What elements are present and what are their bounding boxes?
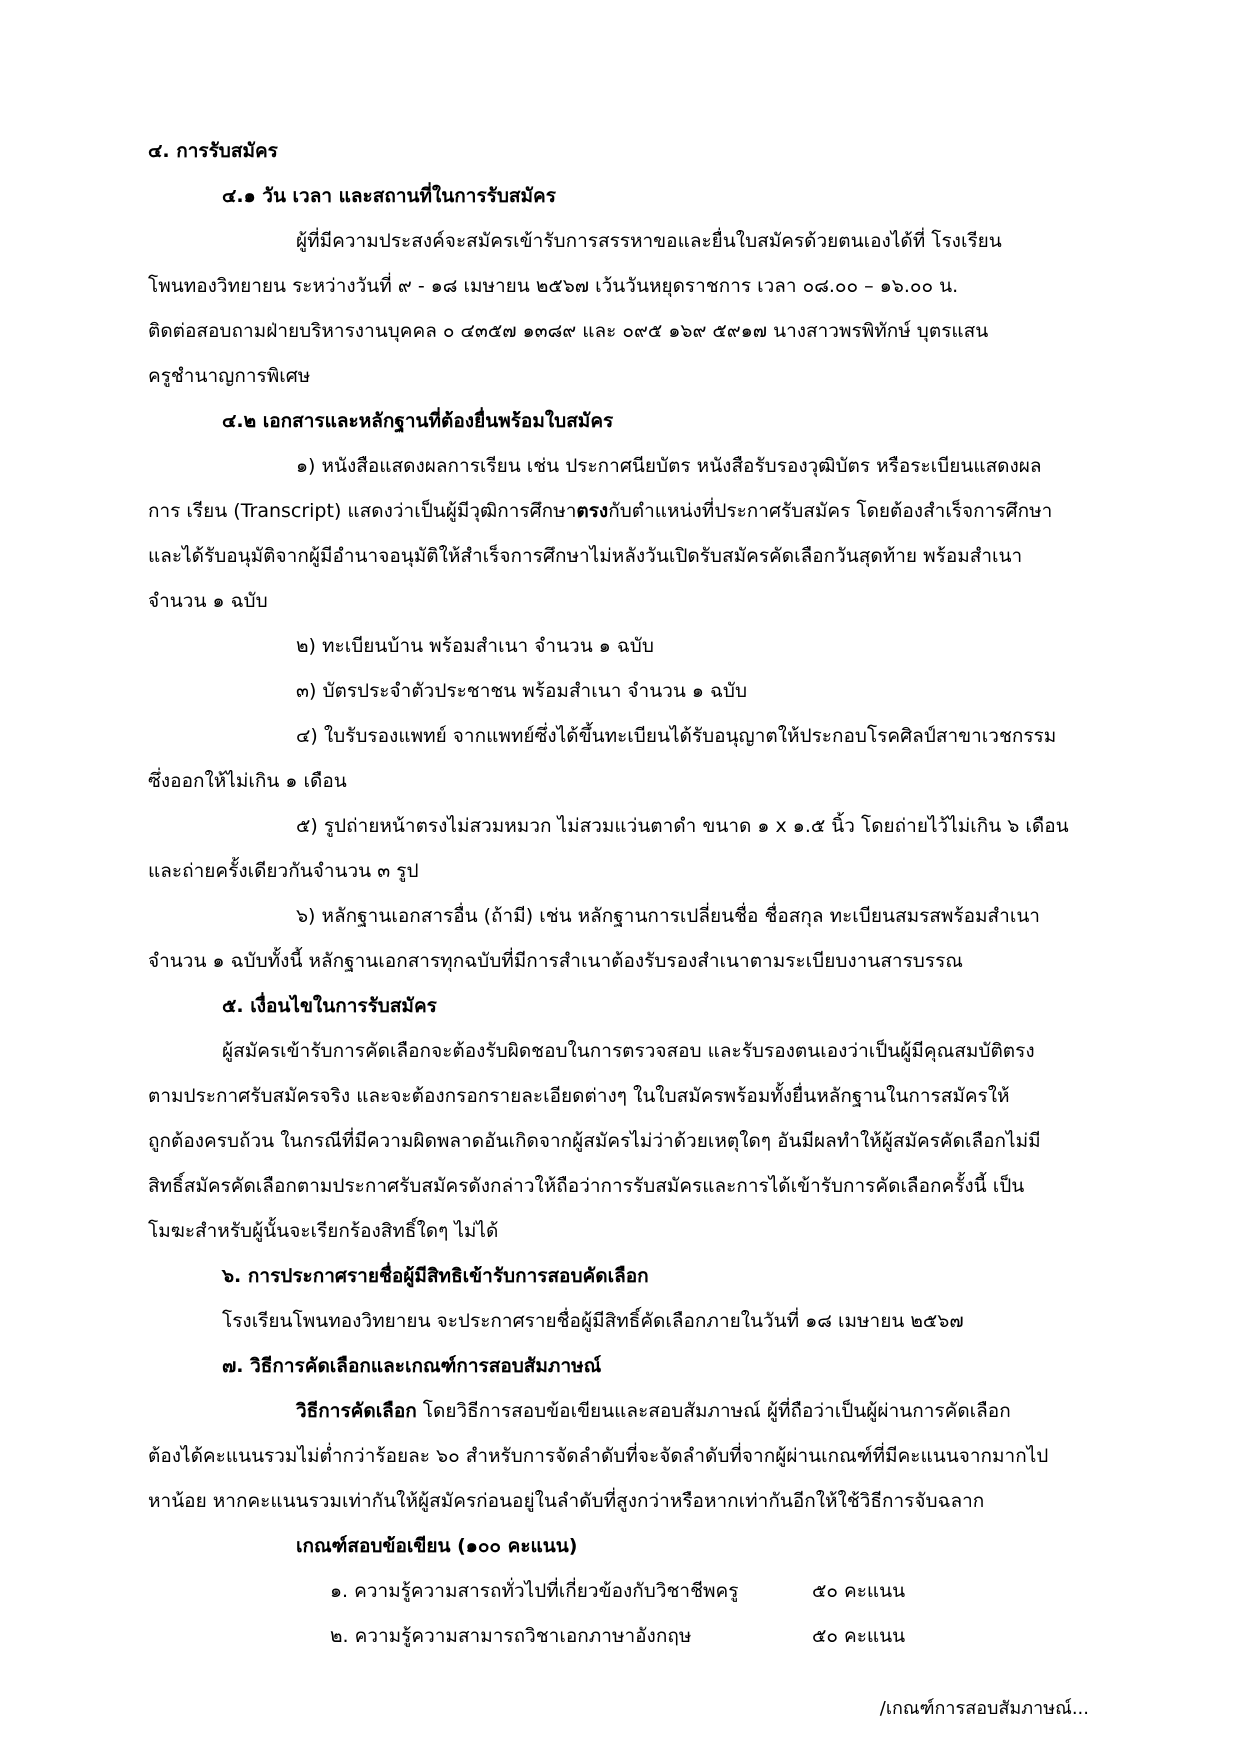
paragraph-line: โพนทองวิทยายน ระหว่างวันที่ ๙ - ๑๘ เมษายน ๒๕๖๗ เว้นวันหยุดราชการ เวลา ๐๘.๐๐ – ๑๖.๐๐ น. — [148, 275, 959, 297]
paragraph-line: ผู้ที่มีความประสงค์จะสมัครเข้ารับการสรรหาขอและยื่นใบสมัครด้วยตนเองได้ที่ โรงเรียน — [296, 230, 1002, 252]
section-7-heading: ๗. วิธีการคัดเลือกและเกณฑ์การสอบสัมภาษณ์ — [222, 1355, 602, 1377]
paragraph-line: ติดต่อสอบถามฝ่ายบริหารงานบุคคล ๐ ๔๓๕๗ ๑๓๘๙ และ ๐๙๕ ๑๖๙ ๕๙๑๗ นางสาวพรพิทักษ์ บุตรแสน — [148, 320, 989, 342]
emphasis-text: ตรง — [576, 500, 609, 522]
paragraph-line: จำนวน ๑ ฉบับทั้งนี้ หลักฐานเอกสารทุกฉบับที่มีการสำเนาต้องรับรองสำเนาตามระเบียบงานสารบรรณ — [148, 950, 963, 972]
criteria-score: ๕๐ คะแนน — [812, 1580, 906, 1602]
method-label: วิธีการคัดเลือก — [296, 1400, 417, 1422]
paragraph-line: โมฆะสำหรับผู้นั้นจะเรียกร้องสิทธิ์ใดๆ ไม่ได้ — [148, 1220, 499, 1242]
paragraph-line: ซึ่งออกให้ไม่เกิน ๑ เดือน — [148, 770, 347, 792]
paragraph-line: สิทธิ์สมัครคัดเลือกตามประกาศรับสมัครดังกล่าวให้ถือว่าการรับสมัครและการได้เข้ารับการคัดเลือกครั้งนี้ เป็น — [148, 1175, 1025, 1197]
criteria-item: ๒. ความรู้ความสามารถวิชาเอกภาษาอังกฤษ — [330, 1625, 692, 1647]
section-4-2-heading: ๔.๒ เอกสารและหลักฐานที่ต้องยื่นพร้อมใบสมัคร — [222, 410, 614, 432]
paragraph-line: จำนวน ๑ ฉบับ — [148, 590, 268, 612]
criteria-item: ๑. ความรู้ความสารถทั่วไปที่เกี่ยวข้องกับวิชาชีพครู — [330, 1580, 739, 1602]
paragraph-line: ต้องได้คะแนนรวมไม่ต่ำกว่าร้อยละ ๖๐ สำหรับการจัดลำดับที่จะจัดลำดับที่จากผู้ผ่านเกณฑ์ที่มีคะแนนจากมากไป — [148, 1445, 1049, 1467]
criteria-score: ๕๐ คะแนน — [812, 1625, 906, 1647]
section-4-heading: ๔. การรับสมัคร — [148, 140, 278, 162]
list-item: ๔) ใบรับรองแพทย์ จากแพทย์ซึ่งได้ขึ้นทะเบียนได้รับอนุญาตให้ประกอบโรคศิลป์สาขาเวชกรรม — [296, 725, 1057, 747]
paragraph-line: โรงเรียนโพนทองวิทยายน จะประกาศรายชื่อผู้มีสิทธิ์คัดเลือกภายในวันที่ ๑๘ เมษายน ๒๕๖๗ — [222, 1310, 964, 1332]
written-exam-heading: เกณฑ์สอบข้อเขียน (๑๐๐ คะแนน) — [296, 1535, 578, 1557]
section-4-1-heading: ๔.๑ วัน เวลา และสถานที่ในการรับสมัคร — [222, 185, 556, 207]
list-item: ๕) รูปถ่ายหน้าตรงไม่สวมหมวก ไม่สวมแว่นตาดำ ขนาด ๑ x ๑.๕ นิ้ว โดยถ่ายไว้ไม่เกิน ๖ เดือน — [296, 815, 1069, 837]
page-footer-continuation: /เกณฑ์การสอบสัมภาษณ์... — [879, 1698, 1089, 1719]
paragraph-line: ถูกต้องครบถ้วน ในกรณีที่มีความผิดพลาดอันเกิดจากผู้สมัครไม่ว่าด้วยเหตุใดๆ อันมีผลทำให้ผู้สมัครคัดเลือกไม่มี — [148, 1130, 1041, 1152]
list-item: ๒) ทะเบียนบ้าน พร้อมสำเนา จำนวน ๑ ฉบับ — [296, 635, 654, 657]
paragraph-line: ตามประกาศรับสมัครจริง และจะต้องกรอกรายละเอียดต่างๆ ในใบสมัครพร้อมทั้งยื่นหลักฐานในการสมัครให้ — [148, 1085, 1010, 1107]
paragraph-line: ครูชำนาญการพิเศษ — [148, 365, 311, 387]
paragraph-line: และถ่ายครั้งเดียวกันจำนวน ๓ รูป — [148, 860, 419, 882]
section-6-heading: ๖. การประกาศรายชื่อผู้มีสิทธิเข้ารับการสอบคัดเลือก — [222, 1265, 649, 1287]
paragraph-line: หาน้อย หากคะแนนรวมเท่ากันให้ผู้สมัครก่อนอยู่ในลำดับที่สูงกว่าหรือหากเท่ากันอีกให้ใช้วิธีการจับฉลาก — [148, 1490, 985, 1512]
section-5-heading: ๕. เงื่อนไขในการรับสมัคร — [222, 995, 437, 1017]
paragraph-line: การ เรียน (Transcript) แสดงว่าเป็นผู้มีวุฒิการศึกษาตรงกับตำแหน่งที่ประกาศรับสมัคร โดยต้องสำเร็จการศึกษา — [148, 500, 1053, 522]
paragraph-line: ผู้สมัครเข้ารับการคัดเลือกจะต้องรับผิดชอบในการตรวจสอบ และรับรองตนเองว่าเป็นผู้มีคุณสมบัติตรง — [222, 1040, 1035, 1062]
paragraph-line: วิธีการคัดเลือก โดยวิธีการสอบข้อเขียนและสอบสัมภาษณ์ ผู้ที่ถือว่าเป็นผู้ผ่านการคัดเลือก — [296, 1400, 1011, 1422]
list-item: ๖) หลักฐานเอกสารอื่น (ถ้ามี) เช่น หลักฐานการเปลี่ยนชื่อ ชื่อสกุล ทะเบียนสมรสพร้อมสำเนา — [296, 905, 1040, 927]
list-item: ๓) บัตรประจำตัวประชาชน พร้อมสำเนา จำนวน ๑ ฉบับ — [296, 680, 748, 702]
paragraph-line: ๑) หนังสือแสดงผลการเรียน เช่น ประกาศนียบัตร หนังสือรับรองวุฒิบัตร หรือระเบียนแสดงผล — [296, 455, 1042, 477]
paragraph-line: และได้รับอนุมัติจากผู้มีอำนาจอนุมัติให้สำเร็จการศึกษาไม่หลังวันเปิดรับสมัครคัดเลือกวันสุดท้าย พร้อมสำเนา — [148, 545, 1023, 567]
